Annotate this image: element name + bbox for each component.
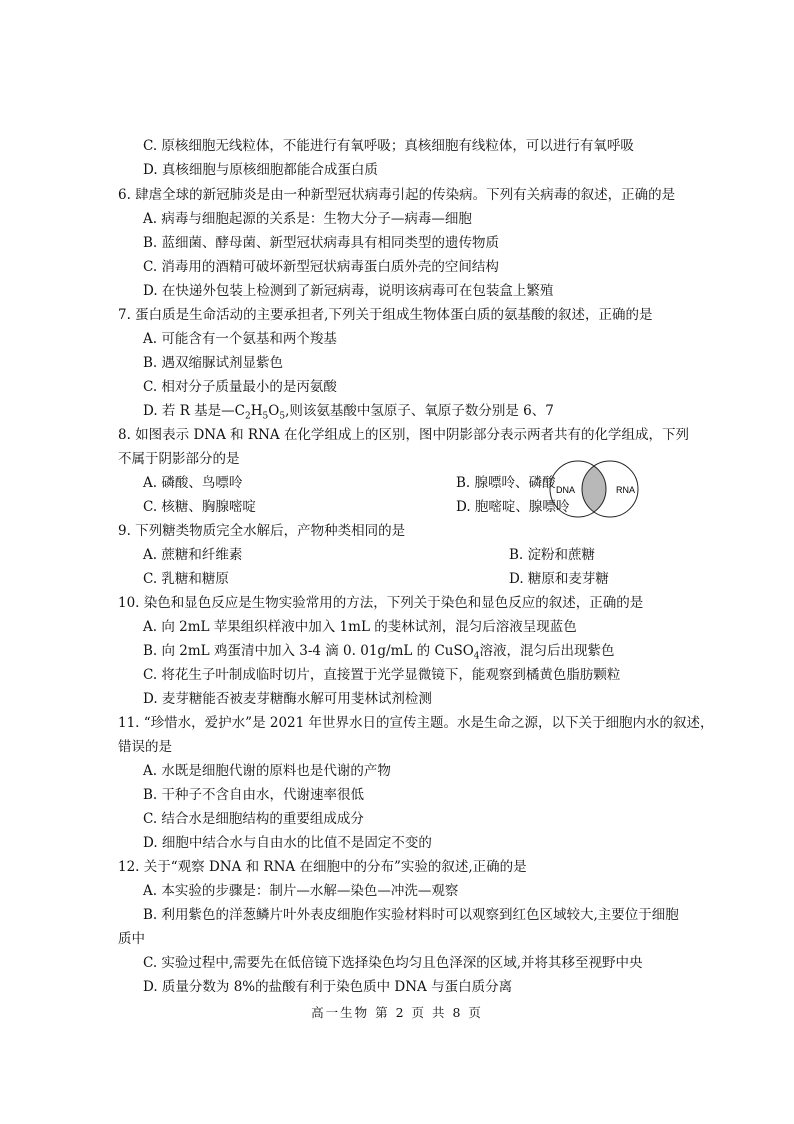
q10-option-d: D. 麦芽糖能否被麦芽糖酶水解可用斐林试剂检测 <box>143 691 432 707</box>
q10-option-c: C. 将花生子叶制成临时切片，直接置于光学显微镜下，能观察到橘黄色脂肪颗粒 <box>143 667 621 683</box>
q5-option-d: D. 真核细胞与原核细胞都能合成蛋白质 <box>143 162 378 178</box>
q7-option-b: B. 遇双缩脲试剂显紫色 <box>143 355 284 371</box>
q9-options-row2 <box>143 569 609 589</box>
q9-option-c: C. 乳糖和糖原 <box>143 571 229 587</box>
dna-rna-venn-diagram <box>548 458 640 520</box>
q11-option-a: A. 水既是细胞代谢的原料也是代谢的产物 <box>143 763 391 779</box>
q6-option-b: B. 蓝细菌、酵母菌、新型冠状病毒具有相同类型的遗传物质 <box>143 235 500 251</box>
q12-option-d: D. 质量分数为 8%的盐酸有利于染色质中 DNA 与蛋白质分离 <box>143 979 513 995</box>
q12-option-c: C. 实验过程中,需要先在低倍镜下选择染色均匀且色泽深的区域,并将其移至视野中央 <box>143 955 643 971</box>
page-footer: 高一生物 第 2 页 共 8 页 <box>311 1005 483 1020</box>
q12-option-b: B. 利用紫色的洋葱鳞片叶外表皮细胞作实验材料时可以观察到红色区域较大,主要位于细胞 <box>143 907 679 923</box>
q11-option-c: C. 结合水是细胞结构的重要组成成分 <box>143 811 364 827</box>
q8-stem-cont: 不属于阴影部分的是 <box>118 451 240 467</box>
q8-option-a: A. 磷酸、鸟嘌呤 <box>143 475 243 491</box>
q11-option-d: D. 细胞中结合水与自由水的比值不是固定不变的 <box>143 835 432 851</box>
q9-option-b: B. 淀粉和蔗糖 <box>509 547 596 563</box>
q6-option-c: C. 消毒用的酒精可破坏新型冠状病毒蛋白质外壳的空间结构 <box>143 259 499 275</box>
q7-option-a: A. 可能含有一个氨基和两个羧基 <box>143 331 337 347</box>
q9-option-d: D. 糖原和麦芽糖 <box>509 571 609 587</box>
q8-option-b: B. 腺嘌呤、磷酸 <box>456 475 556 491</box>
q8-options-row2 <box>143 497 570 517</box>
q11-stem: 11. “珍惜水，爱护水”是 2021 年世界水日的宣传主题。水是生命之源，以下关于细胞内水的叙述， <box>118 715 714 731</box>
q10-option-b: B. 向 2mL 鸡蛋清中加入 3-4 滴 0. 01g/mL 的 CuSO$_4$溶液，混匀后出现紫色 <box>143 643 615 662</box>
venn-rna-label: RNA <box>616 485 636 495</box>
q6-option-a: A. 病毒与细胞起源的关系是：生物大分子—病毒—细胞 <box>143 211 472 227</box>
q7-stem: 7. 蛋白质是生命活动的主要承担者,下列关于组成生物体蛋白质的氨基酸的叙述，正确的是 <box>118 307 653 323</box>
q12-stem: 12. 关于“观察 DNA 和 RNA 在细胞中的分布”实验的叙述,正确的是 <box>118 859 527 875</box>
q9-option-a: A. 蔗糖和纤维素 <box>143 547 243 563</box>
q8-option-c: C. 核糖、胸腺嘧啶 <box>143 499 256 515</box>
q12-option-a: A. 本实验的步骤是：制片—水解—染色—冲洗—观察 <box>143 883 459 899</box>
q8-options-row1 <box>143 473 556 493</box>
q9-options-row1 <box>143 545 596 565</box>
q10-stem: 10. 染色和显色反应是生物实验常用的方法，下列关于染色和显色反应的叙述，正确的是 <box>118 595 644 611</box>
q9-stem: 9. 下列糖类物质完全水解后，产物种类相同的是 <box>118 523 406 539</box>
q8-stem: 8. 如图表示 DNA 和 RNA 在化学组成上的区别，图中阴影部分表示两者共有的化学组成，下列 <box>118 427 689 443</box>
q5-option-c: C. 原核细胞无线粒体，不能进行有氧呼吸；真核细胞有线粒体，可以进行有氧呼吸 <box>143 138 634 154</box>
q8-option-d: D. 胞嘧啶、腺嘌呤 <box>456 499 570 515</box>
q10-option-a: A. 向 2mL 苹果组织样液中加入 1mL 的斐林试剂，混匀后溶液呈现蓝色 <box>143 619 577 635</box>
q7-option-d: D. 若 R 基是$—C_2H_5O_5$,则该氨基酸中氢原子、氧原子数分别是 6、7 <box>143 403 554 422</box>
venn-dna-label: DNA <box>556 485 576 495</box>
q11-stem-cont: 错误的是 <box>118 739 172 755</box>
q6-option-d: D. 在快递外包装上检测到了新冠病毒，说明该病毒可在包装盒上繁殖 <box>143 283 554 299</box>
q7-option-c: C. 相对分子质量最小的是丙氨酸 <box>143 379 337 395</box>
q12-option-b-cont: 质中 <box>118 931 145 947</box>
q6-stem: 6. 肆虐全球的新冠肺炎是由一种新型冠状病毒引起的传染病。下列有关病毒的叙述，正确的是 <box>118 187 676 203</box>
q11-option-b: B. 干种子不含自由水，代谢速率很低 <box>143 787 365 803</box>
